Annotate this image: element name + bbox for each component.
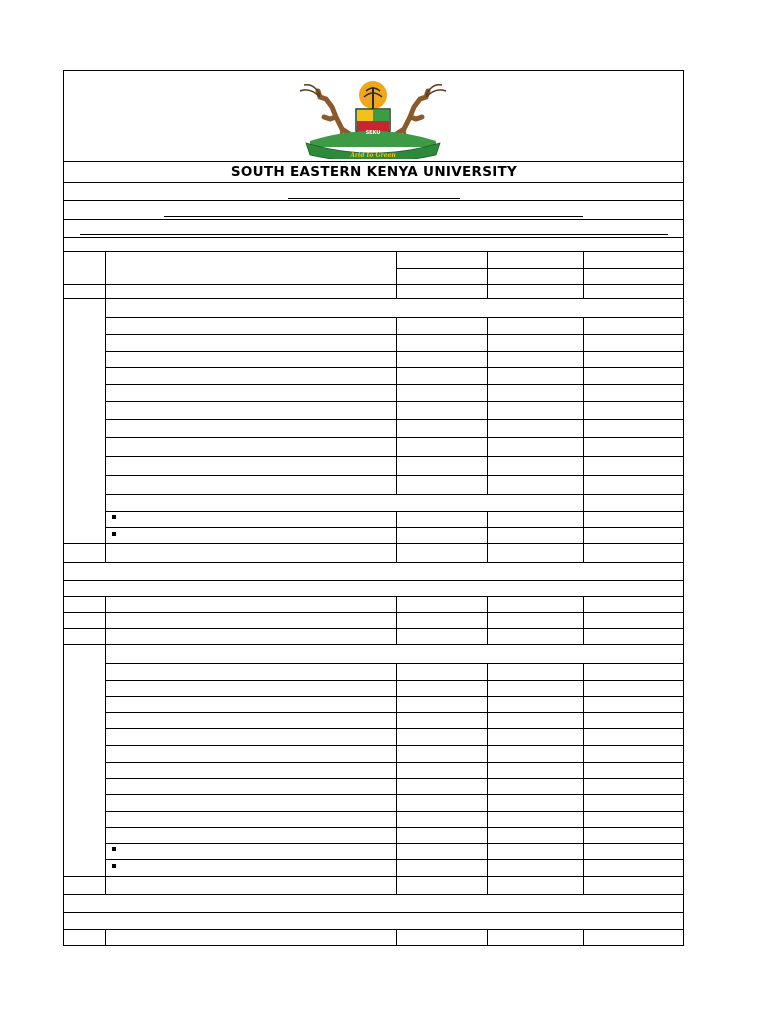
table-row-line	[63, 628, 684, 629]
table-inner-row-line	[105, 762, 684, 763]
column-line-2	[396, 511, 397, 562]
table-inner-row-line	[105, 437, 684, 438]
table-row-line	[63, 894, 684, 895]
table-inner-row-line	[105, 811, 684, 812]
header-sub-line	[396, 268, 684, 269]
column-line-3	[487, 663, 488, 894]
table-inner-row-line	[105, 843, 684, 844]
table-inner-row-line	[105, 827, 684, 828]
table-row-line	[63, 543, 684, 544]
column-line-2	[396, 663, 397, 894]
column-line-3	[487, 317, 488, 494]
table-row-line	[63, 912, 684, 913]
header-row-line	[63, 200, 684, 201]
table-inner-row-line	[105, 712, 684, 713]
column-line-4	[583, 596, 584, 644]
table-inner-row-line	[105, 663, 684, 664]
column-line-2	[396, 929, 397, 946]
svg-text:SEKU: SEKU	[365, 130, 381, 136]
table-inner-row-line	[105, 778, 684, 779]
table-row-line	[63, 580, 684, 581]
table-inner-row-line	[105, 419, 684, 420]
table-row-line	[63, 251, 684, 252]
blank-line-3	[80, 234, 668, 235]
column-line-4	[583, 317, 584, 494]
bullet-marker	[112, 532, 116, 536]
column-line-4	[583, 511, 584, 562]
table-row-line	[63, 596, 684, 597]
table-row-line	[63, 562, 684, 563]
svg-text:Arid to Green: Arid to Green	[350, 152, 396, 159]
table-row-line	[63, 298, 684, 299]
table-row-line	[63, 929, 684, 930]
column-line-2	[396, 251, 397, 298]
table-inner-row-line	[105, 680, 684, 681]
table-inner-row-line	[105, 334, 684, 335]
table-inner-row-line	[105, 745, 684, 746]
table-inner-row-line	[105, 494, 684, 495]
column-line-4	[583, 494, 584, 511]
table-inner-row-line	[105, 401, 684, 402]
table-row-line	[63, 612, 684, 613]
blank-line-1	[288, 198, 460, 199]
form-frame	[63, 70, 684, 946]
column-line-2	[396, 317, 397, 494]
table-row-line	[63, 876, 684, 877]
table-inner-row-line	[105, 794, 684, 795]
table-inner-row-line	[105, 511, 684, 512]
blank-line-2	[164, 216, 583, 217]
table-inner-row-line	[105, 351, 684, 352]
header-row-line	[63, 237, 684, 238]
column-line-1	[105, 596, 106, 894]
column-line-3	[487, 511, 488, 562]
table-inner-row-line	[105, 384, 684, 385]
header-row-line	[63, 161, 684, 162]
table-inner-row-line	[105, 317, 684, 318]
column-line-3	[487, 251, 488, 298]
bullet-marker	[112, 515, 116, 519]
table-inner-row-line	[105, 475, 684, 476]
header-row-line	[63, 219, 684, 220]
table-inner-row-line	[105, 696, 684, 697]
table-inner-row-line	[105, 367, 684, 368]
column-line-2	[396, 596, 397, 644]
header-row-line	[63, 182, 684, 183]
table-inner-row-line	[105, 527, 684, 528]
column-line-1	[105, 929, 106, 946]
column-line-3	[487, 596, 488, 644]
university-name: SOUTH EASTERN KENYA UNIVERSITY	[230, 164, 518, 180]
table-inner-row-line	[105, 728, 684, 729]
column-line-4	[583, 251, 584, 298]
table-inner-row-line	[105, 859, 684, 860]
table-inner-row-line	[105, 456, 684, 457]
bullet-marker	[112, 847, 116, 851]
column-line-1	[105, 251, 106, 562]
table-row-line	[63, 644, 684, 645]
bullet-marker	[112, 864, 116, 868]
table-row-line	[63, 284, 684, 285]
column-line-4	[583, 663, 584, 894]
column-line-3	[487, 929, 488, 946]
column-line-4	[583, 929, 584, 946]
